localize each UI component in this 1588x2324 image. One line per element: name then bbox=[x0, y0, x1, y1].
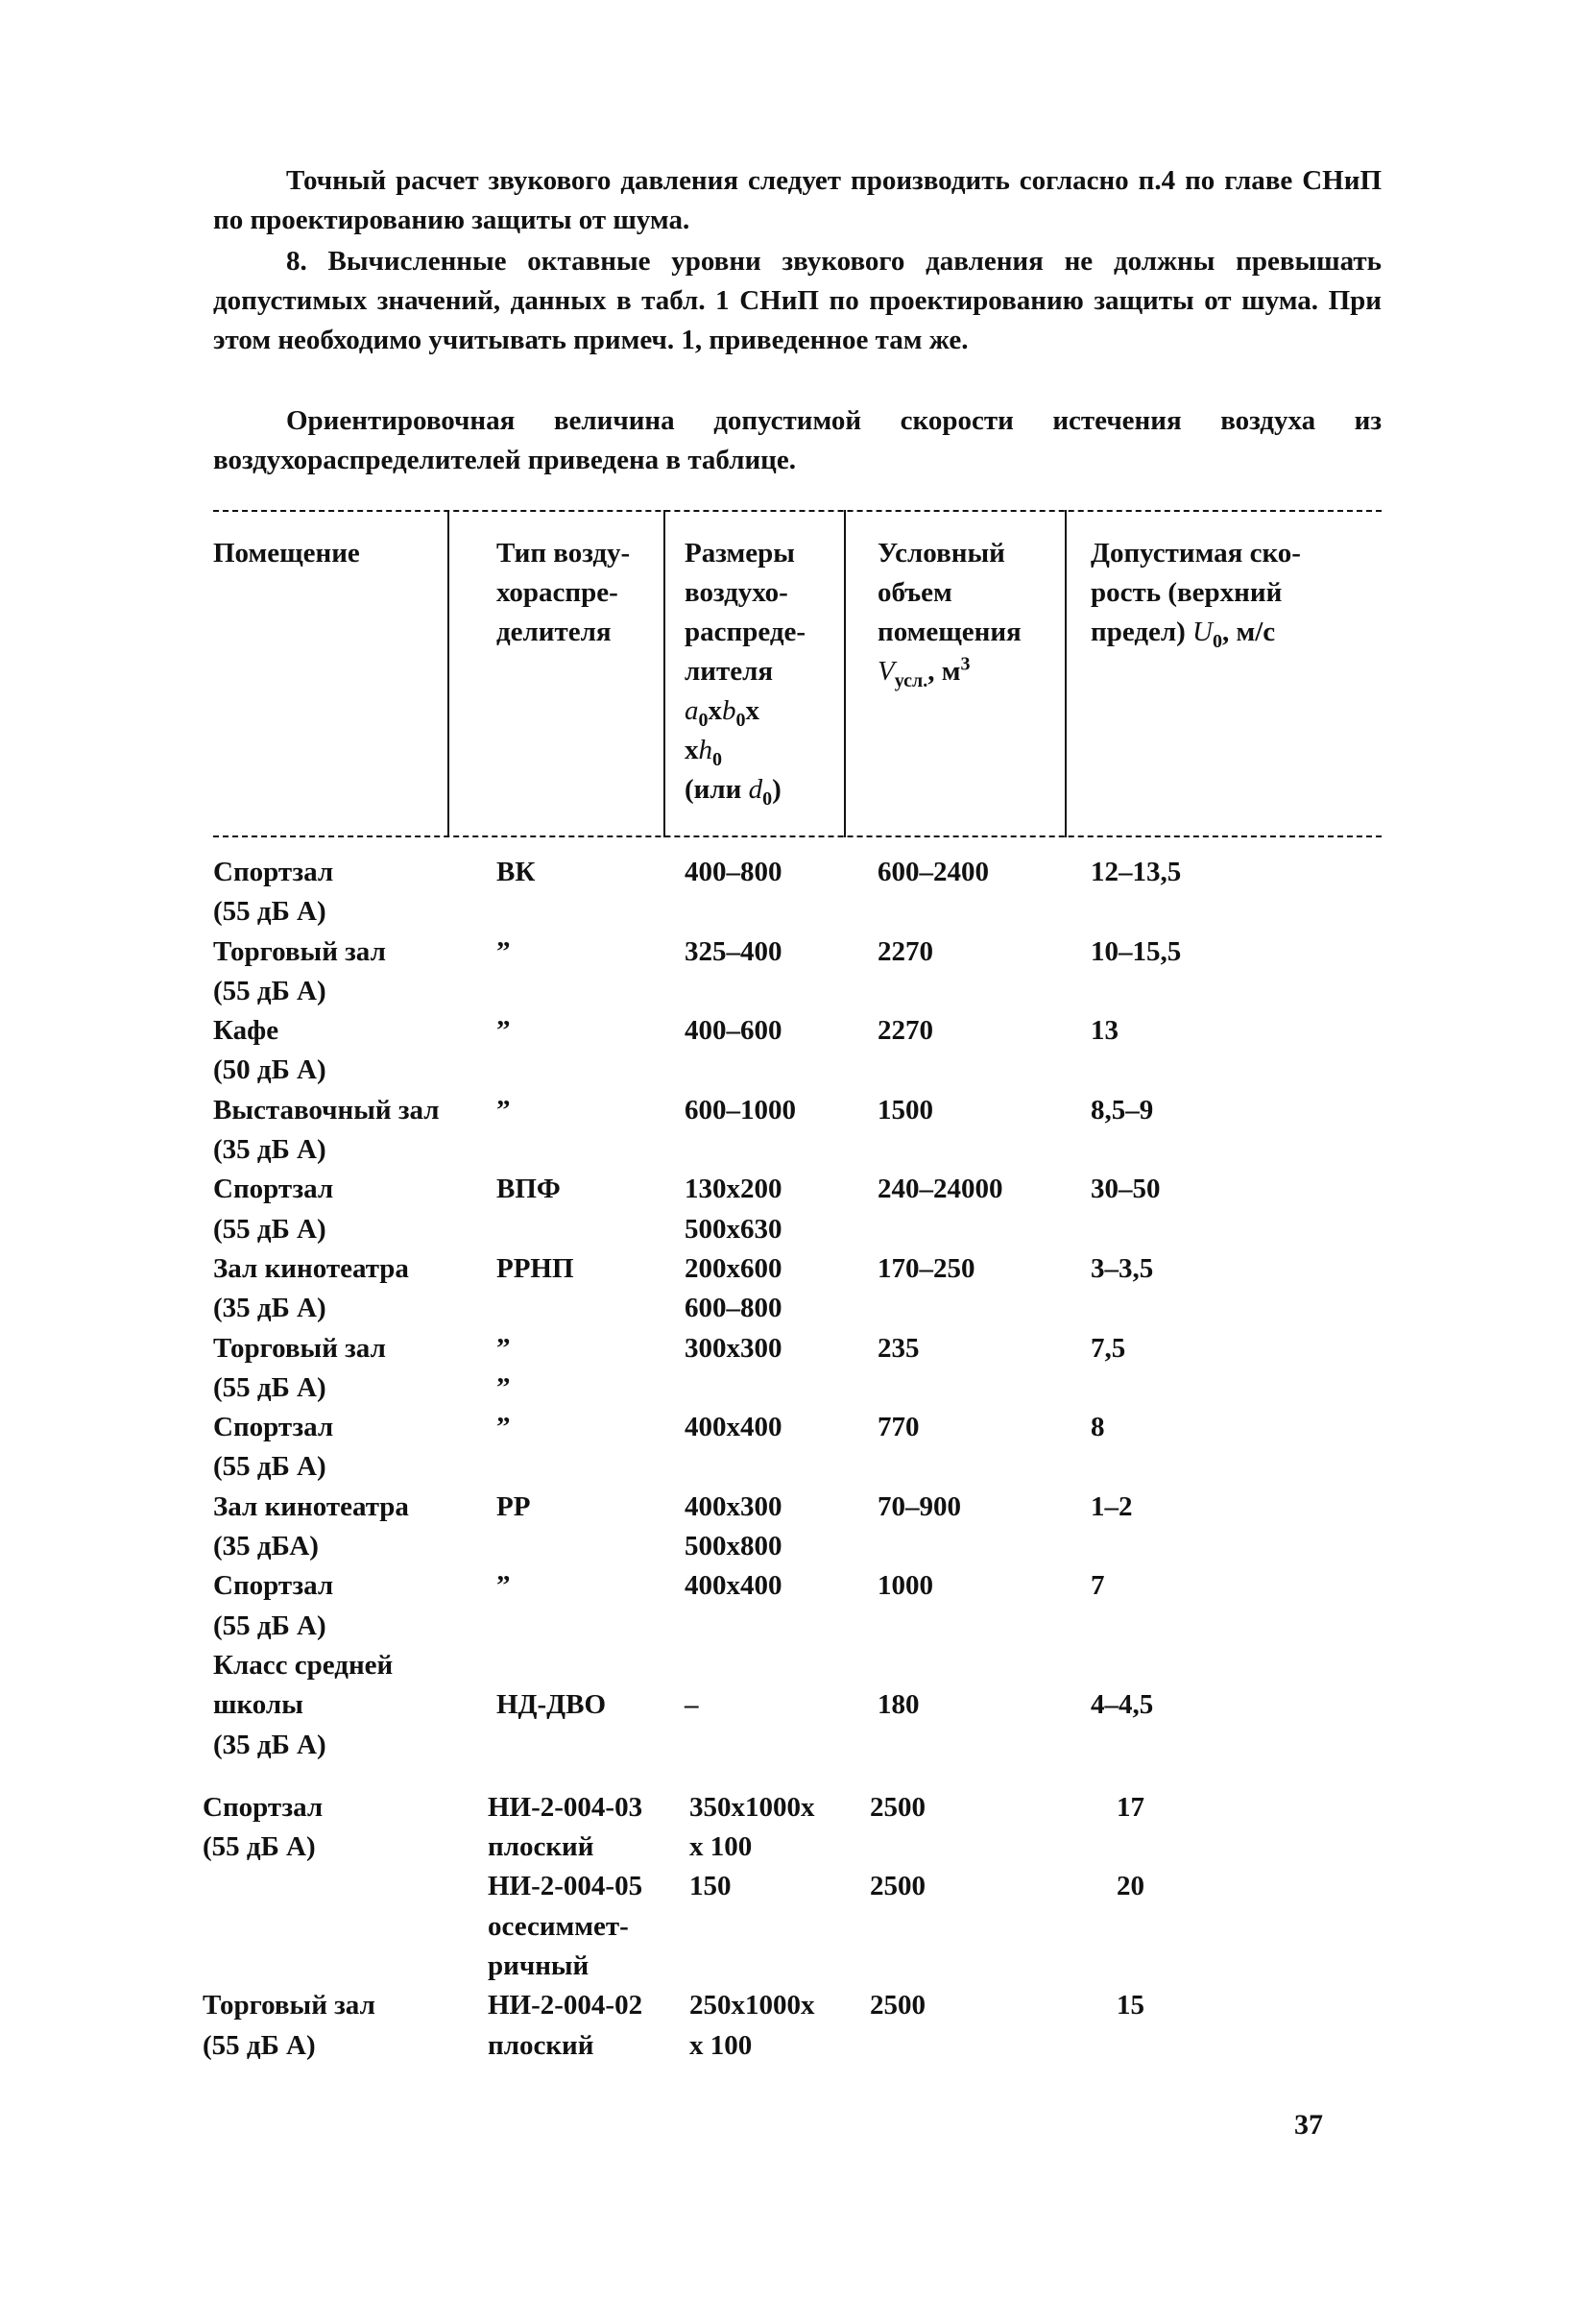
unit: , м/с bbox=[1222, 617, 1276, 647]
cell-speed: 8 bbox=[1091, 1412, 1105, 1443]
cell-type: ” bbox=[496, 1570, 511, 1602]
cell-size: 250x1000x x 100 bbox=[689, 1990, 815, 2061]
cell-room: Спортзал (55 дБ А) bbox=[213, 1570, 334, 1641]
cell-speed: 4–4,5 bbox=[1091, 1689, 1154, 1721]
header-room: Помещение bbox=[213, 538, 360, 569]
page-number: 37 bbox=[1294, 2109, 1323, 2141]
cell-type: ” bbox=[496, 1015, 511, 1047]
cell-volume: 2500 bbox=[870, 1871, 926, 1902]
cell-size: 130x200 500x630 bbox=[685, 1174, 782, 1245]
column-divider bbox=[1065, 510, 1067, 837]
sym-or: (или bbox=[685, 774, 749, 805]
cell-size: 300x300 bbox=[685, 1332, 782, 1364]
cell-speed: 12–13,5 bbox=[1091, 857, 1182, 887]
cell-volume: 240–24000 bbox=[878, 1174, 1003, 1205]
sym-x: x bbox=[745, 695, 759, 726]
table-body bbox=[0, 853, 1588, 2066]
cell-speed: 15 bbox=[1117, 1990, 1144, 2021]
cell-room: Торговый зал (55 дБ А) bbox=[213, 935, 386, 1006]
cell-type: НИ-2-004-03 плоский bbox=[488, 1791, 643, 1863]
cell-speed: 10–15,5 bbox=[1091, 935, 1182, 967]
cell-speed: 3–3,5 bbox=[1091, 1252, 1154, 1284]
cell-speed: 20 bbox=[1117, 1871, 1144, 1902]
table-row bbox=[0, 1986, 1588, 2066]
cell-size: 600–1000 bbox=[685, 1094, 796, 1126]
sym-b: b bbox=[722, 695, 736, 726]
cell-type: НД-ДВО bbox=[496, 1689, 607, 1721]
cell-size: 400–600 bbox=[685, 1015, 782, 1047]
sub: 0 bbox=[1213, 630, 1222, 652]
cell-room: Торговый зал (55 дБ А) bbox=[203, 1990, 375, 2061]
cell-size: 350x1000x x 100 bbox=[689, 1791, 815, 1863]
cell-speed: 30–50 bbox=[1091, 1174, 1161, 1205]
cell-type: НИ-2-004-02 плоский bbox=[488, 1990, 643, 2061]
cell-room: Кафе (50 дБ А) bbox=[213, 1015, 326, 1086]
cell-speed: 17 bbox=[1117, 1791, 1144, 1823]
cell-type: ВК bbox=[496, 857, 536, 887]
sup: 3 bbox=[960, 653, 971, 675]
unit: , м bbox=[927, 656, 961, 687]
sym-a: a bbox=[685, 695, 699, 726]
cell-speed: 1–2 bbox=[1091, 1490, 1133, 1522]
cell-volume: 70–900 bbox=[878, 1490, 961, 1522]
column-divider bbox=[447, 510, 449, 837]
sub: усл. bbox=[894, 669, 928, 691]
cell-type: РРНП bbox=[496, 1252, 574, 1284]
header-speed bbox=[1091, 534, 1301, 652]
table-row bbox=[0, 1170, 1588, 1249]
cell-volume: 770 bbox=[878, 1412, 920, 1443]
cell-type: ВПФ bbox=[496, 1174, 561, 1205]
sym-x: x bbox=[708, 695, 722, 726]
cell-type: ” bbox=[496, 935, 511, 967]
sub: 0 bbox=[698, 709, 709, 731]
table-row bbox=[0, 1329, 1588, 1409]
table-row bbox=[0, 1566, 1588, 1646]
cell-volume: 235 bbox=[878, 1332, 920, 1364]
header-size-text: Размеры воздухо- распреде- лителя bbox=[685, 538, 806, 687]
table-top-rule bbox=[213, 510, 1382, 512]
paragraph-text: Ориентировочная величина допустимой скорости истечения воздуха из воздухораспределителей приведена в таблице. bbox=[213, 405, 1382, 475]
cell-volume: 2500 bbox=[870, 1791, 926, 1823]
header-type: Тип возду- хораспре- делителя bbox=[496, 538, 631, 647]
sym-d: d bbox=[748, 774, 763, 805]
table-row bbox=[0, 1408, 1588, 1488]
cell-size: 400x300 500x800 bbox=[685, 1490, 782, 1562]
cell-size: 150 bbox=[689, 1871, 732, 1902]
cell-size: 200x600 600–800 bbox=[685, 1252, 782, 1324]
sub: 0 bbox=[762, 787, 773, 810]
cell-type: ” bbox=[496, 1412, 511, 1443]
sym-h: h bbox=[698, 735, 712, 765]
cell-speed: 13 bbox=[1091, 1015, 1119, 1047]
header-volume bbox=[878, 534, 1022, 691]
table-row bbox=[0, 932, 1588, 1012]
cell-type: РР bbox=[496, 1490, 531, 1522]
cell-size: 325–400 bbox=[685, 935, 782, 967]
cell-speed: 7 bbox=[1091, 1570, 1105, 1602]
cell-room: Класс средней школы (35 дБ А) bbox=[213, 1649, 394, 1760]
header-speed-text: Допустимая ско- рость (верхний предел) bbox=[1091, 538, 1301, 647]
cell-size: 400x400 bbox=[685, 1412, 782, 1443]
table-row bbox=[0, 1011, 1588, 1091]
cell-volume: 2500 bbox=[870, 1990, 926, 2021]
cell-size: – bbox=[685, 1689, 699, 1721]
cell-volume: 600–2400 bbox=[878, 857, 989, 887]
cell-room: Зал кинотеатра (35 дБ А) bbox=[213, 1252, 409, 1324]
cell-type: ” ” bbox=[496, 1332, 511, 1403]
cell-volume: 2270 bbox=[878, 1015, 933, 1047]
header-volume-text: Условный объем помещения bbox=[878, 538, 1022, 647]
table-row bbox=[0, 1646, 1588, 1765]
cell-room: Торговый зал (55 дБ А) bbox=[213, 1332, 386, 1403]
cell-room: Выставочный зал (35 дБ А) bbox=[213, 1094, 440, 1166]
paragraph-table-intro bbox=[213, 401, 1382, 480]
cell-type: НИ-2-004-05 осесиммет- ричный bbox=[488, 1871, 643, 1982]
cell-room: Зал кинотеатра (35 дБА) bbox=[213, 1490, 409, 1562]
sym-v: V bbox=[878, 656, 895, 687]
table-row bbox=[0, 1488, 1588, 1567]
paragraph-exact-calculation bbox=[213, 161, 1382, 240]
table-header-rule bbox=[213, 835, 1382, 837]
cell-speed: 7,5 bbox=[1091, 1332, 1126, 1364]
cell-volume: 180 bbox=[878, 1689, 920, 1721]
column-divider bbox=[844, 510, 846, 837]
cell-size: 400x400 bbox=[685, 1570, 782, 1602]
cell-type: ” bbox=[496, 1094, 511, 1126]
paragraph-text: Точный расчет звукового давления следует производить согласно п.4 по главе СНиП по проектированию защиты от шума. bbox=[213, 165, 1382, 235]
sym-u: U bbox=[1192, 617, 1213, 647]
cell-volume: 2270 bbox=[878, 935, 933, 967]
cell-speed: 8,5–9 bbox=[1091, 1094, 1154, 1126]
cell-room: Спортзал (55 дБ А) bbox=[213, 857, 334, 928]
table-row bbox=[0, 853, 1588, 932]
cell-volume: 1000 bbox=[878, 1570, 933, 1602]
cell-volume: 1500 bbox=[878, 1094, 933, 1126]
sym-x: x bbox=[685, 735, 699, 765]
cell-room: Спортзал (55 дБ А) bbox=[213, 1412, 334, 1483]
table-row bbox=[0, 1867, 1588, 1986]
cell-room: Спортзал (55 дБ А) bbox=[213, 1174, 334, 1245]
paragraph-text: 8. Вычисленные октавные уровни звукового давления не должны превышать допустимых значений, данных в табл. 1 СНиП по проектированию защиты от шума. При этом необходимо учитывать примеч. 1, приведенное там же. bbox=[213, 246, 1382, 355]
sub: 0 bbox=[712, 748, 722, 770]
table-row bbox=[0, 1249, 1588, 1329]
header-size: Размеры воздухо- распреде- лителя $a_0xb_0x$ $xh_0$ (или $d_0$) bbox=[685, 538, 806, 810]
cell-volume: 170–250 bbox=[878, 1252, 975, 1284]
column-divider bbox=[663, 510, 665, 837]
cell-size: 400–800 bbox=[685, 857, 782, 887]
table-row bbox=[0, 1788, 1588, 1868]
cell-room: Спортзал (55 дБ А) bbox=[203, 1791, 324, 1863]
paragraph-item-8 bbox=[213, 242, 1382, 360]
table-row bbox=[0, 1091, 1588, 1171]
sub: 0 bbox=[735, 709, 746, 731]
